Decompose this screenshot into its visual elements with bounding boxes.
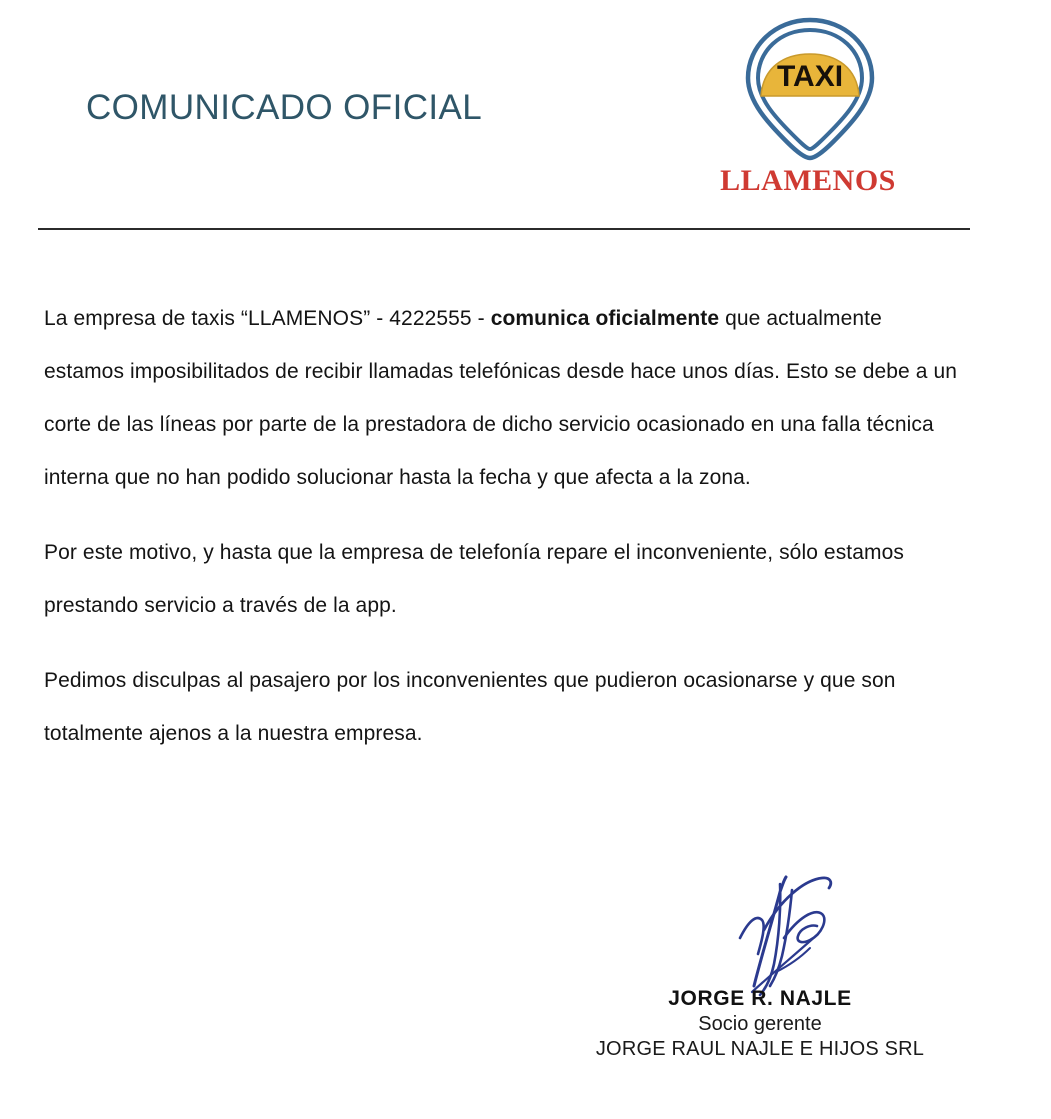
taxi-sign-text: TAXI xyxy=(776,60,844,93)
signature-block xyxy=(560,868,960,1068)
logo-brand-text: LLAMENOS xyxy=(720,164,896,197)
page-title: COMUNICADO OFICIAL xyxy=(86,88,483,127)
paragraph-2: Por este motivo, y hasta que la empresa de telefonía repare el inconveniente, sólo estamos prestando servicio a través de la app. xyxy=(44,541,904,617)
company-logo xyxy=(713,12,903,207)
signature-text-lines xyxy=(560,986,960,1062)
handwritten-signature-icon xyxy=(718,868,848,998)
signatory-role: Socio gerente xyxy=(698,1013,822,1035)
paragraph-1-rest: que actualmente estamos imposibilitados de recibir llamadas telefónicas desde hace unos días. Esto se debe a un corte de las líneas por parte de la prestadora de dicho servicio ocasionado en una falla técnica interna que no han podido solucionar hasta la fecha y que afecta a la zona. xyxy=(44,307,958,489)
signatory-company: JORGE RAUL NAJLE E HIJOS SRL xyxy=(595,1038,925,1060)
paragraph-1-emphasis: comunica oficialmente xyxy=(490,307,720,330)
document-header xyxy=(0,0,1051,215)
signatory-name: JORGE R. NAJLE xyxy=(668,987,852,1010)
taxi-map-pin-icon xyxy=(735,12,885,162)
document-body xyxy=(44,292,959,760)
paragraph-3: Pedimos disculpas al pasajero por los inconvenientes que pudieron ocasionarse y que son totalmente ajenos a la nuestra empresa. xyxy=(44,669,896,745)
paragraph-1-lead: La empresa de taxis “LLAMENOS” - 4222555 - xyxy=(44,307,491,330)
header-divider xyxy=(38,228,970,230)
paragraph-1 xyxy=(44,292,959,504)
